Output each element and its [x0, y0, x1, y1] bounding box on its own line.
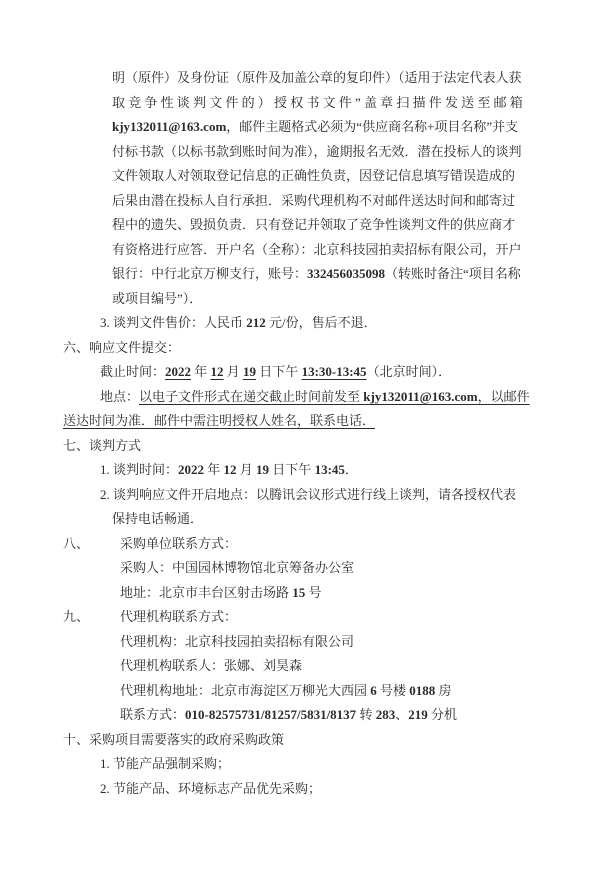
- purchaser-name-line: [63, 556, 536, 581]
- text-segment: 2. 节能产品、环境标志产品优先采购；: [100, 780, 322, 796]
- text-segment: 八、: [63, 535, 90, 551]
- text-segment: 程中的遗失、毁损负责．只有登记并领取了竞争性谈判文件的供应商才: [112, 217, 516, 232]
- text-segment: 六、响应文件提交：: [63, 339, 181, 355]
- text-segment: 联系方式：: [120, 707, 186, 722]
- text-segment: 日下午: [269, 462, 315, 477]
- text-segment: 年: [204, 462, 224, 477]
- text-segment: 代理机构联系方式：: [120, 609, 238, 624]
- text-segment: 取竞争性谈判文件的）授权书文件”盖章扫描件发送至邮箱: [112, 94, 526, 110]
- text-segment: 0188: [409, 682, 436, 698]
- section-6-heading: [63, 336, 536, 361]
- text-segment: 月: [236, 462, 257, 477]
- text-segment: 283: [375, 707, 396, 722]
- text-segment: 代理机构联系人：张娜、刘昊森: [120, 658, 303, 673]
- negotiation-time-item: [63, 458, 536, 483]
- text-segment: 有资格进行应答．开户名（全称）：北京科技园拍卖招标有限公司，开户: [112, 241, 522, 257]
- text-segment: 3. 谈判文件售价：人民币: [100, 315, 247, 330]
- text-segment: 010-82575731/81257/5831/8137: [185, 707, 357, 722]
- text-segment: 6: [370, 682, 377, 698]
- underlined-text: 以电子文件形式在递交截止时间前发至: [139, 388, 364, 404]
- text-segment: 号楼: [376, 682, 410, 698]
- text-segment: 十、采购项目需要落实的政府采购政策: [63, 731, 285, 747]
- text-segment: 地址：北京市丰台区射击场路: [120, 584, 293, 600]
- underlined-text: 12: [210, 364, 224, 379]
- text-segment: 2. 谈判响应文件开启地点：以腾讯会议形式进行线上谈判，请各授权代表: [100, 486, 517, 502]
- text-segment: 文件领取人对领取登记信息的正确性负责，因登记信息填写错误造成的: [112, 168, 516, 183]
- agency-name-line: [63, 630, 536, 655]
- text-segment: 13:45: [314, 462, 345, 477]
- text-segment: 212: [246, 315, 266, 330]
- text-segment: 1. 节能产品强制采购；: [100, 756, 231, 771]
- text-segment: 房: [435, 682, 452, 698]
- agency-phone-line: [63, 703, 536, 728]
- text-segment: 地点：: [100, 388, 140, 404]
- text-segment: 九、: [63, 609, 90, 624]
- text-segment: 后果由潜在投标人自行承担．采购代理机构不对邮件送达时间和邮寄过: [112, 192, 516, 208]
- purchaser-address-line: [63, 581, 536, 606]
- text-segment: 截止时间：: [100, 364, 166, 379]
- text-segment: ．: [344, 462, 358, 477]
- section-7-heading: [63, 434, 536, 459]
- policy-item-1: [63, 752, 536, 777]
- text-segment: 12: [223, 462, 237, 477]
- text-segment: 七、谈判方式: [63, 437, 142, 453]
- text-segment: 年: [191, 364, 211, 379]
- text-segment: （北京时间）．: [366, 364, 452, 379]
- text-segment: 银行：中行北京万柳支行，账号：: [112, 266, 308, 281]
- para-line-8: [63, 238, 536, 263]
- document-price-item: [63, 311, 536, 336]
- text-segment: 19: [256, 462, 270, 477]
- text-segment: 2022: [178, 462, 205, 477]
- text-segment: 或项目编号”）．: [112, 290, 203, 306]
- text-segment: 付标书款（以标书款到账时间为准），逾期报名无效．潜在投标人的谈判: [112, 143, 522, 159]
- underlined-text: ，以邮件: [477, 388, 530, 404]
- text-segment: 采购人：中国园林博物馆北京筹备办公室: [120, 560, 355, 575]
- negotiation-place-item: [63, 483, 536, 508]
- text-segment: 月: [223, 364, 244, 379]
- text-segment: 明（原件）及身份证（原件及加盖公章的复印件）（适用于法定代表人获: [112, 70, 522, 85]
- text-segment: （转账时备注“项目名称: [385, 266, 521, 281]
- text-segment: 1. 谈判时间：: [100, 462, 179, 477]
- para-line-3: [63, 115, 536, 140]
- text-segment: 代理机构：北京科技园拍卖招标有限公司: [120, 633, 355, 649]
- para-line-6: [63, 189, 536, 214]
- text-segment: kjy132011@163.com: [112, 119, 227, 134]
- text-segment: ，邮件主题格式必须为“供应商名称+项目名称”并支: [226, 119, 519, 134]
- text-segment: 保持电话畅通．: [112, 511, 204, 526]
- text-segment: 转: [356, 707, 376, 722]
- section-9-heading: [63, 605, 536, 630]
- para-line-1: [63, 66, 536, 91]
- text-segment: 332456035098: [307, 266, 386, 281]
- submission-place-line-2: [63, 409, 536, 434]
- negotiation-place-item-2: [63, 507, 536, 532]
- underlined-text: 19: [243, 364, 257, 379]
- text-segment: 219: [408, 707, 428, 722]
- text-segment: 、: [395, 707, 409, 722]
- text-segment: 15: [292, 584, 306, 600]
- para-line-7: [63, 213, 536, 238]
- document-body: [63, 66, 536, 801]
- submission-deadline-line: [63, 360, 536, 385]
- submission-place-line: [63, 385, 536, 410]
- underlined-text: 13:30-13:45: [301, 364, 367, 379]
- text-segment: 采购单位联系方式：: [120, 535, 238, 551]
- text-segment: 日下午: [256, 364, 302, 379]
- text-segment: 代理机构地址：北京市海淀区万柳光大西园: [120, 682, 371, 698]
- underlined-text: 2022: [165, 364, 192, 379]
- para-line-4: [63, 140, 536, 165]
- text-segment: 号: [305, 584, 322, 600]
- agency-address-line: [63, 679, 536, 704]
- para-line-10: [63, 287, 536, 312]
- text-segment: 元/份，售后不退．: [265, 315, 377, 330]
- agency-contact-line: [63, 654, 536, 679]
- text-segment: 分机: [427, 707, 457, 722]
- para-line-2: [63, 91, 536, 116]
- section-8-heading: [63, 532, 536, 557]
- para-line-9: [63, 262, 536, 287]
- underlined-text: 送达时间为准．邮件中需注明授权人姓名，联系电话．: [63, 413, 376, 428]
- para-line-5: [63, 164, 536, 189]
- policy-item-2: [63, 777, 536, 802]
- section-10-heading: [63, 728, 536, 753]
- underlined-text: kjy132011@163.com: [363, 388, 478, 404]
